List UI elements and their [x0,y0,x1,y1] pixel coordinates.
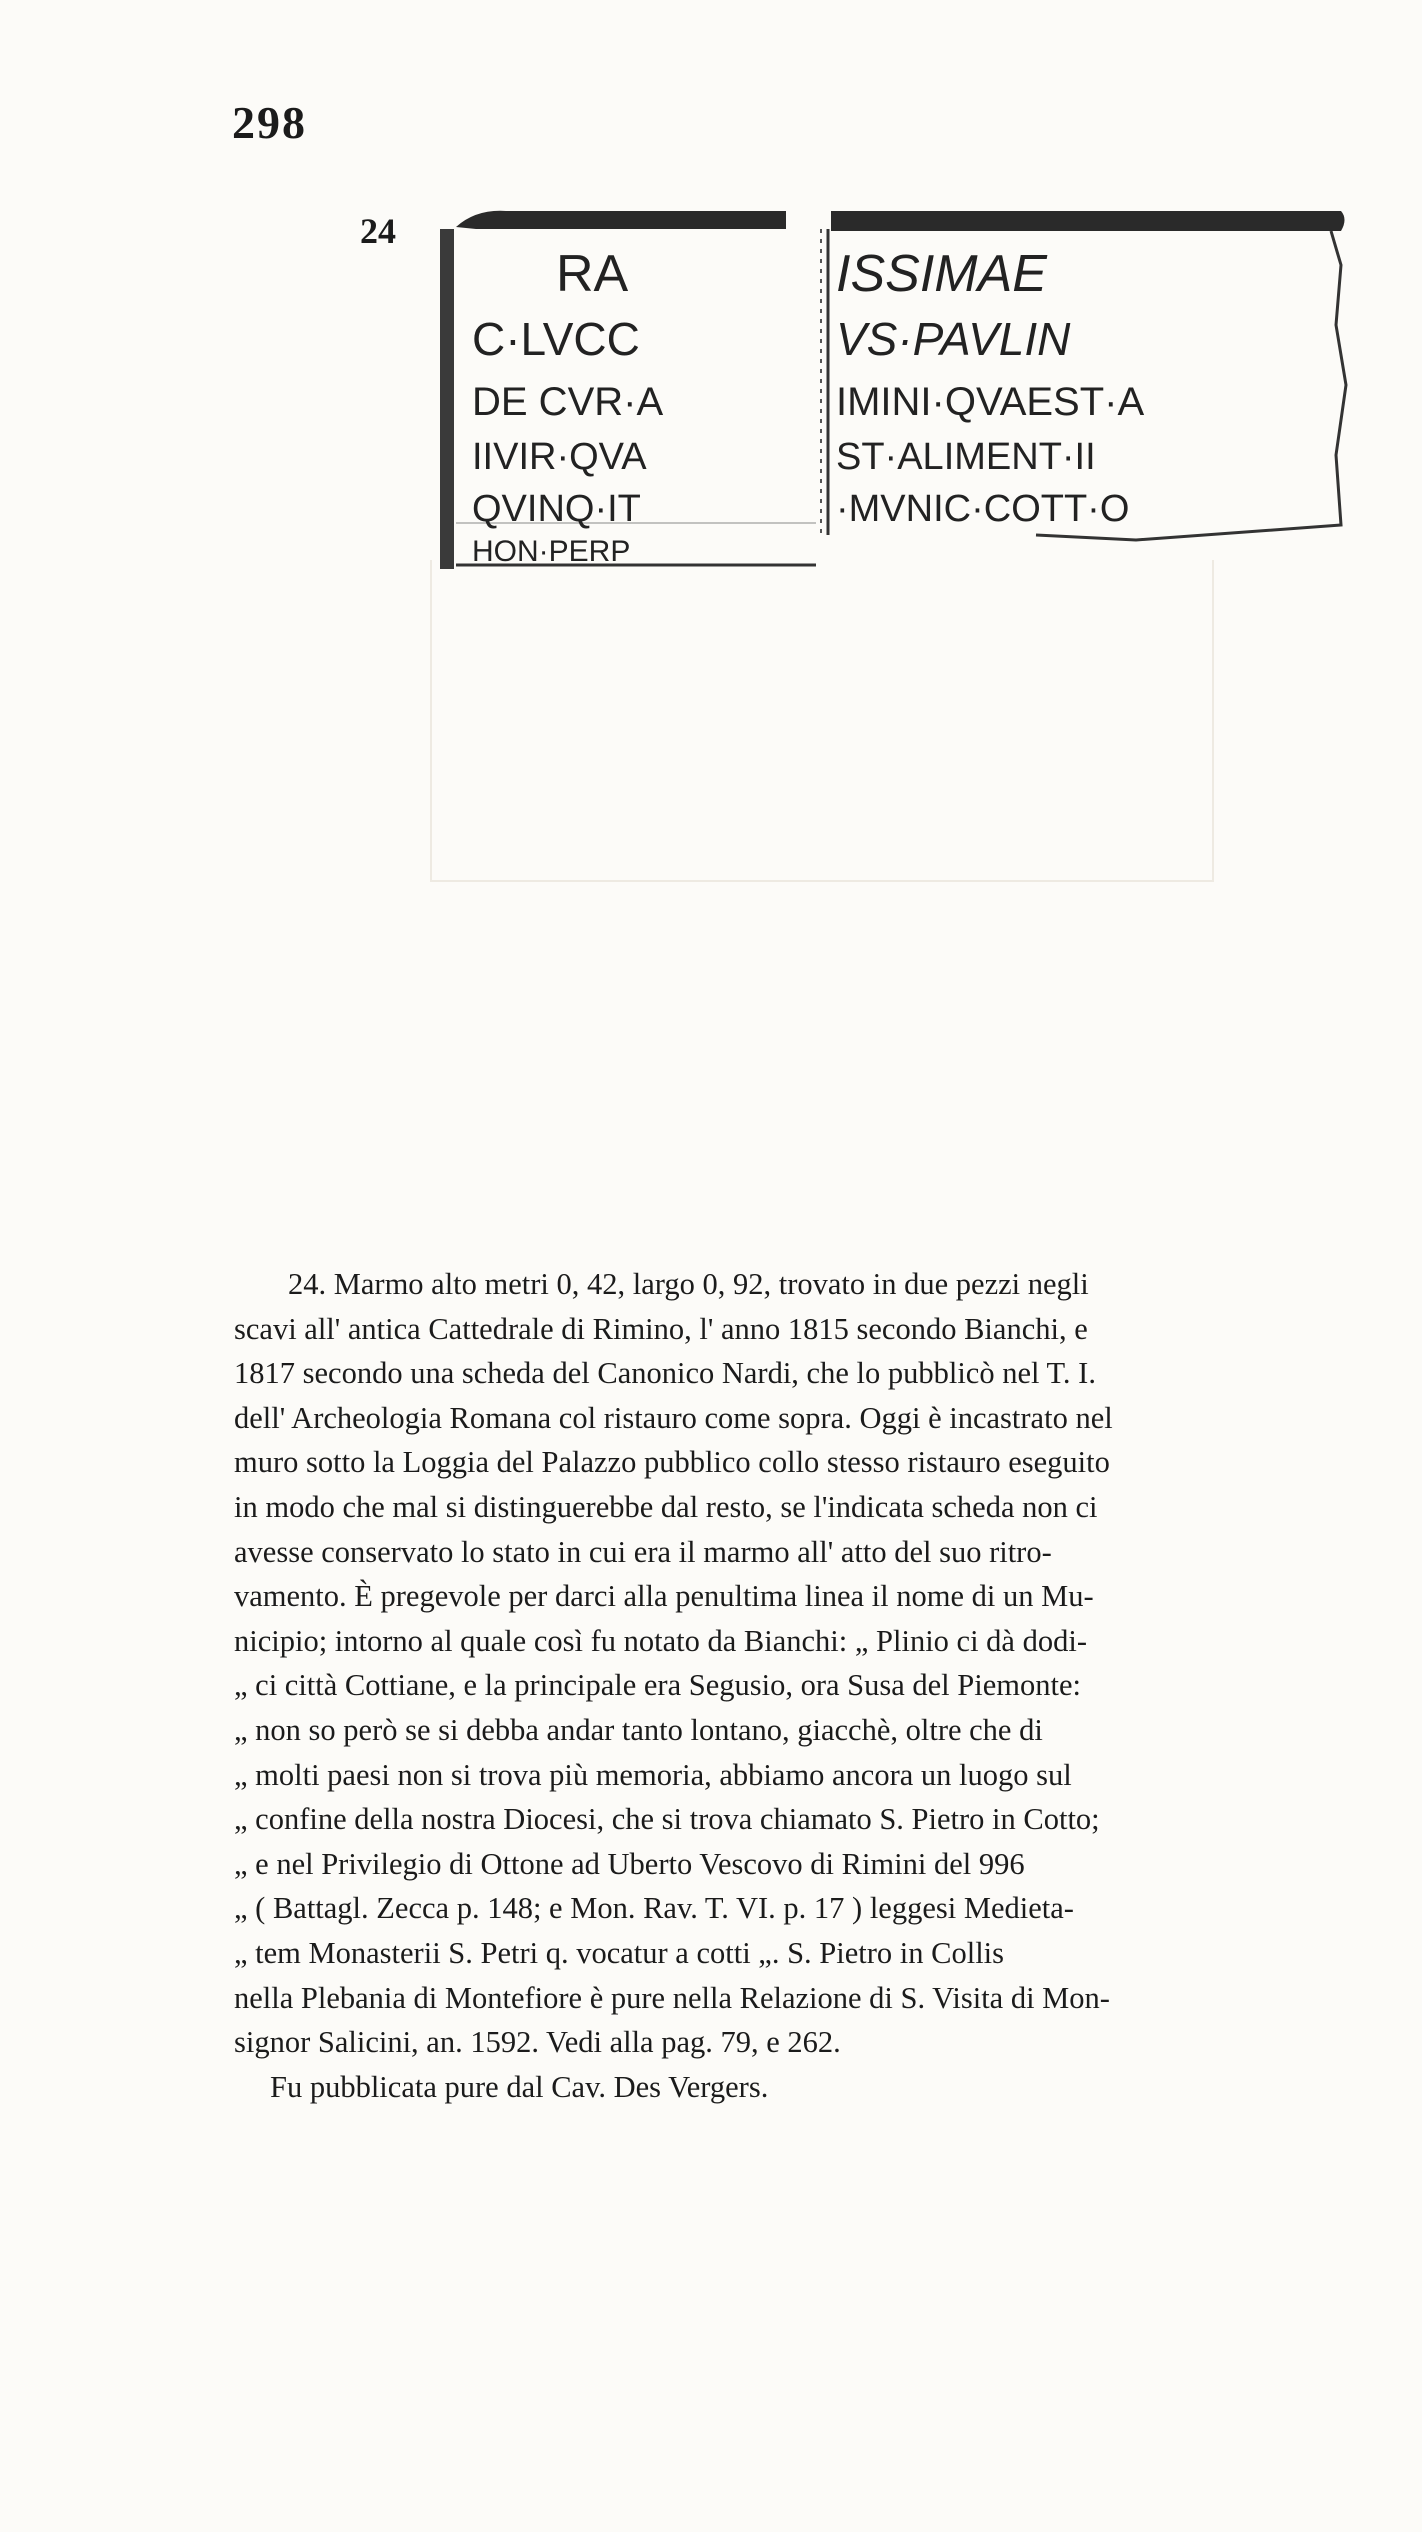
insc-line-4-right: ST·ALIMENT·II [836,436,1096,478]
text-line: „ molti paesi non si trova più memoria, abbiamo ancora un luogo sul [234,1757,1072,1792]
text-line: vamento. È pregevole per darci alla penultima linea il nome di un Mu- [234,1579,1094,1614]
insc-line-5-right: ·MVNIC·COTT·O [836,488,1130,530]
insc-line-3-left: DE CVR·A [472,380,664,424]
closing-line: Fu pubblicata pure dal Cav. Des Vergers. [270,2069,769,2104]
text-line: „ ci città Cottiane, e la principale era Segusio, ora Susa del Piemonte: [234,1668,1081,1703]
text-line: 24. Marmo alto metri 0, 42, largo 0, 92, trovato in due pezzi negli [288,1267,1089,1301]
figure-number: 24 [360,211,396,251]
bleed-through-frame [430,560,1214,882]
inscription-right-lines [836,245,1144,530]
insc-line-5-left: QVINQ·IT [472,488,641,530]
text-line: „ non so però se si debba andar tanto lontano, giacchè, oltre che di [234,1712,1043,1747]
text-line: „ tem Monasterii S. Petri q. vocatur a cotti „. S. Pietro in Collis [234,1935,1005,1970]
commentary-text [234,1262,1374,2109]
insc-line-3-right: IMINI·QVAEST·A [836,380,1145,424]
text-line: nicipio; intorno al quale così fu notato da Bianchi: „ Plinio ci dà dodi- [234,1623,1087,1658]
text-line: dell' Archeologia Romana col ristauro come sopra. Oggi è incastrato nel [234,1400,1113,1435]
text-line: avesse conservato lo stato in cui era il marmo all' atto del suo ritro- [234,1534,1052,1569]
insc-line-1-left: RA [556,245,629,303]
inscription-figure [436,205,1356,577]
text-line: muro sotto la Loggia del Palazzo pubblico collo stesso ristauro eseguito [234,1445,1110,1480]
insc-line-1-right: ISSIMAE [836,245,1047,303]
text-line: 1817 secondo una scheda del Canonico Nardi, che lo pubblicò nel T. I. [234,1356,1096,1391]
text-line: in modo che mal si distinguerebbe dal resto, se l'indicata scheda non ci [234,1489,1098,1524]
right-ornament-top [831,211,1345,231]
insc-line-6-left: HON·PERP [472,535,631,568]
inscription-left-lines [472,245,663,568]
inscription-drawing [436,205,1356,577]
text-line: signor Salicini, an. 1592. Vedi alla pag. 79, e 262. [234,2025,841,2060]
text-line: scavi all' antica Cattedrale di Rimino, l' anno 1815 secondo Bianchi, e [234,1311,1088,1346]
insc-line-4-left: IIVIR·QVA [472,436,647,478]
insc-line-2-right: VS·PAVLIN [836,313,1071,365]
text-line: „ confine della nostra Diocesi, che si trova chiamato S. Pietro in Cotto; [234,1802,1100,1837]
text-line: „ e nel Privilegio di Ottone ad Uberto Vescovo di Rimini del 996 [234,1846,1025,1881]
left-frame-edge [440,229,454,569]
page-number: 298 [232,97,307,148]
text-line: nella Plebania di Montefiore è pure nella Relazione di S. Visita di Mon- [234,1980,1110,2015]
text-line: „ ( Battagl. Zecca p. 148; e Mon. Rav. T. VI. p. 17 ) leggesi Medieta- [234,1891,1074,1926]
left-ornament-top [456,211,786,229]
insc-line-2-left: C·LVCC [472,313,640,365]
